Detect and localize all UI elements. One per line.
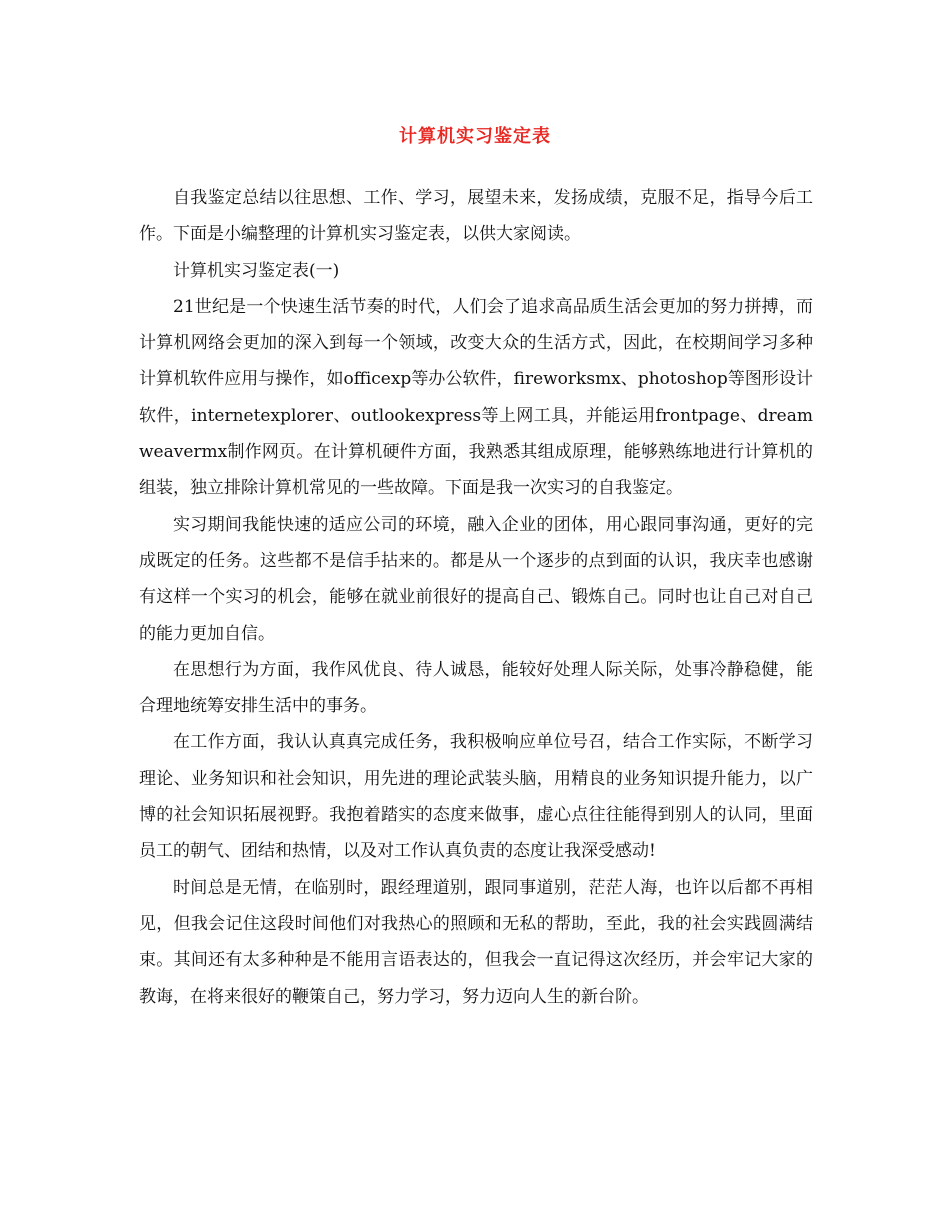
paragraph-adaptation: 实习期间我能快速的适应公司的环境，融入企业的团体，用心跟同事沟通，更好的完成既定的任务。这些都不是信手拈来的。都是从一个逐步的点到面的认识，我庆幸也感谢有这样一个实习的机会，能够在就业前很好的提高自己、锻炼自己。同时也让自己对自己的能力更加自信。 — [139, 514, 813, 644]
section-heading: 计算机实习鉴定表(一) — [173, 260, 340, 281]
paragraph-intro: 自我鉴定总结以往思想、工作、学习，展望未来，发扬成绩，克服不足，指导今后工作。下面是小编整理的计算机实习鉴定表，以供大家阅读。 — [139, 188, 813, 245]
document-title: 计算机实习鉴定表 — [399, 126, 551, 147]
paragraph-skills: 21世纪是一个快速生活节奏的时代，人们会了追求高品质生活会更加的努力拼搏，而计算机网络会更加的深入到每一个领域，改变大众的生活方式，因此，在校期间学习多种计算机软件应用与操作，如officexp等办公软件，fireworksmx、photoshop等图形设计软件，internetexplorer、outlookexpress等上网工具，并能运用frontpage、dreamweavermx制作网页。在计算机硬件方面，我熟悉其组成原理，能够熟练地进行计算机的组装，独立排除计算机常见的一些故障。下面是我一次实习的自我鉴定。 — [139, 296, 813, 499]
paragraph-work: 在工作方面，我认认真真完成任务，我积极响应单位号召，结合工作实际，不断学习理论、业务知识和社会知识，用先进的理论武装头脑，用精良的业务知识提升能力，以广博的社会知识拓展视野。我抱着踏实的态度来做事，虚心点往往能得到别人的认同，里面员工的朝气、团结和热情，以及对工作认真负责的态度让我深受感动! — [139, 732, 813, 862]
paragraph-conduct: 在思想行为方面，我作风优良、待人诚恳，能较好处理人际关际，处事冷静稳健，能合理地统筹安排生活中的事务。 — [139, 659, 813, 717]
document-body — [139, 180, 813, 1015]
paragraph-farewell: 时间总是无情，在临别时，跟经理道别，跟同事道别，茫茫人海，也许以后都不再相见，但我会记住这段时间他们对我热心的照顾和无私的帮助，至此，我的社会实践圆满结束。其间还有太多种种是不能用言语表达的，但我会一直记得这次经历，并会牢记大家的教诲，在将来很好的鞭策自己，努力学习，努力迈向人生的新台阶。 — [139, 877, 813, 1007]
